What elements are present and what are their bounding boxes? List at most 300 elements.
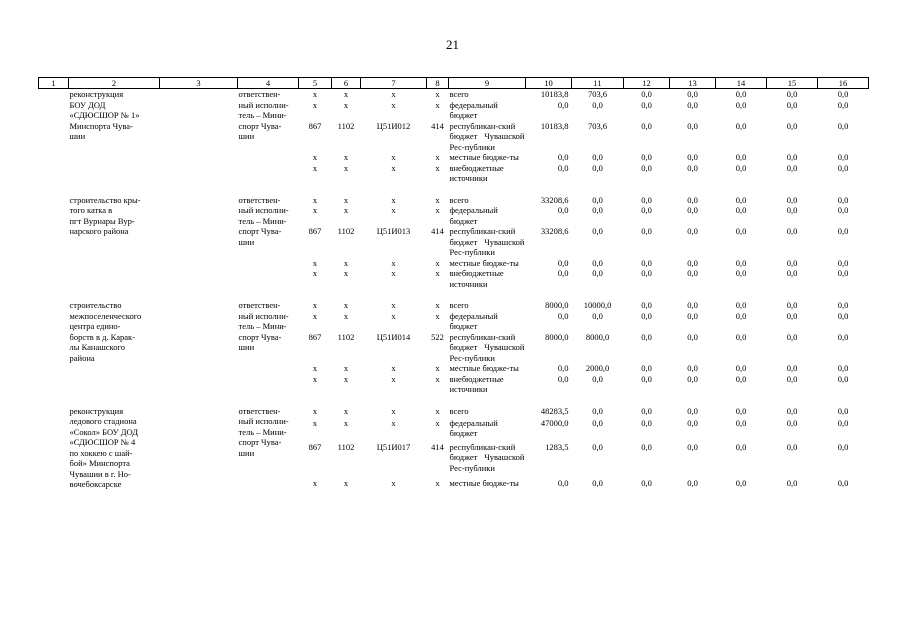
amount-value: 0,0: [735, 417, 747, 428]
object-name-line: «СДЮСШОР № 1»: [69, 110, 140, 120]
object-name-line: межпоселенческого: [69, 310, 142, 321]
expense-type-code: x: [435, 194, 440, 205]
spacer-cell: [427, 395, 449, 406]
amount-value: 0,0: [735, 331, 747, 342]
amount-value: 0,0: [641, 477, 652, 488]
executor-line: ответствен-: [238, 405, 281, 416]
amount-value: 0,0: [687, 417, 698, 428]
target-code: x: [391, 162, 396, 173]
object-name-line: района: [69, 352, 95, 363]
column-header: 12: [624, 78, 670, 89]
expense-type-code: x: [435, 373, 440, 384]
amount-value: 0,0: [735, 205, 747, 215]
spacer-cell: [238, 289, 299, 300]
spacer-row: [39, 395, 869, 406]
spacer-cell: [670, 289, 716, 300]
target-code: Ц51И017: [376, 441, 411, 452]
section-code: 1102: [337, 226, 355, 236]
target-code: x: [391, 300, 396, 310]
amount-value: 0,0: [735, 89, 747, 99]
section-code: x: [343, 310, 349, 321]
object-name: [69, 300, 160, 395]
spacer-cell: [299, 395, 332, 406]
amount-value: 10183,8: [540, 89, 569, 99]
amount-value: 33208,6: [540, 226, 569, 236]
spacer-cell: [624, 289, 670, 300]
spacer-cell: [69, 184, 160, 195]
amount-value: 0,0: [557, 268, 569, 278]
grbs-code: 867: [308, 331, 322, 342]
column-header: 16: [818, 78, 869, 89]
amount-value: 0,0: [641, 99, 652, 110]
column-header: 11: [572, 78, 624, 89]
grbs-code: x: [312, 310, 318, 321]
amount-value: 8000,0: [585, 331, 610, 342]
amount-value: 0,0: [786, 331, 798, 342]
amount-value: 0,0: [735, 194, 747, 205]
executor-line: спорт Чува-: [238, 437, 282, 447]
table-row: [39, 300, 869, 311]
amount-value: 0,0: [592, 99, 603, 110]
expense-type-code: 522: [431, 331, 444, 342]
object-name-line: реконструкция: [69, 405, 124, 416]
funding-source: внебюджетные источники: [449, 373, 504, 394]
spacer-cell: [716, 184, 767, 195]
amount-value: 0,0: [557, 363, 569, 373]
amount-value: 0,0: [735, 405, 747, 416]
executor-line: ный исполни-: [238, 99, 289, 110]
amount-value: 0,0: [592, 257, 603, 268]
amount-value: 0,0: [837, 120, 849, 131]
spacer-cell: [767, 289, 818, 300]
amount-value: 0,0: [557, 205, 569, 215]
amount-value: 0,0: [735, 99, 747, 110]
amount-value: 0,0: [786, 441, 798, 452]
amount-value: 0,0: [557, 477, 569, 488]
amount-value: 0,0: [687, 205, 698, 215]
grbs-code: 867: [308, 226, 322, 236]
expense-type-code: x: [435, 363, 440, 373]
grbs-code: x: [312, 194, 318, 205]
amount-value: 0,0: [786, 363, 798, 373]
grbs-code: x: [312, 363, 318, 373]
column-header: 14: [716, 78, 767, 89]
table-row: [39, 89, 869, 100]
amount-value: 0,0: [557, 152, 569, 162]
object-name-line: Чувашии в г. Но-: [69, 468, 131, 479]
section-code: x: [343, 300, 349, 310]
spacer-cell: [449, 289, 526, 300]
expense-type-code: x: [435, 257, 440, 268]
executor-line: тель – Мини-: [238, 110, 287, 120]
section-code: x: [343, 363, 349, 373]
amount-value: 0,0: [687, 331, 698, 342]
target-code: x: [391, 257, 396, 268]
executor-line: тель – Мини-: [238, 215, 287, 226]
amount-value: 0,0: [735, 162, 747, 173]
section-code: x: [343, 99, 349, 110]
section-code: x: [343, 405, 349, 416]
amount-value: 10183,8: [540, 120, 569, 131]
funding-source: республикан-ский бюджет Чувашской Рес-публики: [449, 226, 525, 257]
amount-value: 0,0: [837, 152, 849, 162]
amount-value: 0,0: [786, 89, 798, 99]
amount-value: 0,0: [786, 310, 798, 321]
spacer-cell: [716, 395, 767, 406]
section-code: x: [343, 477, 349, 488]
amount-value: 0,0: [735, 268, 747, 278]
grbs-code: x: [312, 268, 318, 278]
spacer-cell: [238, 395, 299, 406]
amount-value: 0,0: [641, 205, 652, 215]
expense-type-code: 414: [431, 441, 444, 452]
target-code: x: [391, 194, 396, 205]
object-name-line: центра едино-: [69, 321, 121, 331]
spacer-cell: [160, 395, 238, 406]
spacer-cell: [624, 184, 670, 195]
spacer-cell: [526, 289, 572, 300]
expense-type-code: x: [435, 477, 440, 488]
target-code: x: [391, 477, 396, 488]
spacer-cell: [238, 184, 299, 195]
amount-value: 0,0: [837, 363, 849, 373]
expense-type-code: 414: [431, 226, 444, 236]
amount-value: 47000,0: [540, 417, 569, 428]
amount-value: 0,0: [837, 257, 849, 268]
amount-value: 703,6: [587, 120, 608, 131]
amount-value: 0,0: [687, 152, 698, 162]
spacer-cell: [427, 289, 449, 300]
amount-value: 0,0: [641, 152, 652, 162]
executor-line: шии: [238, 447, 255, 458]
spacer-cell: [670, 184, 716, 195]
amount-value: 0,0: [641, 162, 652, 173]
amount-value: 0,0: [786, 405, 798, 416]
executor-line: шии: [238, 131, 255, 141]
amount-value: 0,0: [786, 477, 798, 488]
object-name: [69, 406, 160, 490]
executor-line: ответствен-: [238, 300, 281, 310]
column-header: 5: [299, 78, 332, 89]
amount-value: 0,0: [786, 300, 798, 310]
executor-line: спорт Чува-: [238, 120, 282, 131]
column-number-row: [39, 78, 869, 89]
amount-value: 0,0: [837, 300, 849, 310]
column-header: 13: [670, 78, 716, 89]
section-code: 1102: [337, 120, 355, 131]
spacer-cell: [624, 395, 670, 406]
amount-value: 0,0: [641, 226, 652, 236]
object-name-line: реконструкция: [69, 89, 124, 99]
funding-source: федеральный бюджет: [449, 417, 498, 438]
amount-value: 0,0: [687, 441, 698, 452]
expense-type-code: x: [435, 417, 440, 428]
page-number: 21: [446, 37, 459, 52]
funding-source: всего: [449, 194, 469, 205]
target-code: x: [391, 89, 396, 99]
expense-type-code: x: [435, 89, 440, 99]
amount-value: 0,0: [735, 152, 747, 162]
amount-value: 0,0: [592, 268, 603, 278]
section-code: x: [343, 194, 349, 205]
executor-line: спорт Чува-: [238, 226, 282, 236]
target-code: x: [391, 268, 396, 278]
spacer-row: [39, 184, 869, 195]
spacer-cell: [332, 184, 361, 195]
column-header: 7: [361, 78, 427, 89]
amount-value: 0,0: [786, 226, 798, 236]
column-header: 4: [238, 78, 299, 89]
table-row: [39, 195, 869, 206]
spacer-row: [39, 289, 869, 300]
amount-value: 0,0: [837, 405, 849, 416]
grbs-code: x: [312, 300, 318, 310]
amount-value: 0,0: [641, 257, 652, 268]
amount-value: 0,0: [837, 226, 849, 236]
object-name-line: по хоккею с шай-: [69, 447, 133, 458]
amount-value: 0,0: [687, 120, 698, 131]
grbs-code: x: [312, 417, 318, 428]
target-code: x: [391, 205, 396, 215]
object-name-line: «Сокол» БОУ ДОД: [69, 426, 139, 437]
amount-value: 0,0: [837, 89, 849, 99]
funding-source: местные бюдже-ты: [449, 477, 519, 488]
amount-value: 0,0: [592, 405, 603, 416]
funding-source: всего: [449, 89, 469, 99]
amount-value: 0,0: [641, 331, 652, 342]
col3-cell: [160, 195, 238, 290]
spacer-cell: [39, 289, 69, 300]
amount-value: 0,0: [687, 226, 698, 236]
amount-value: 0,0: [592, 373, 603, 384]
amount-value: 0,0: [592, 194, 603, 205]
amount-value: 0,0: [735, 363, 747, 373]
amount-value: 0,0: [786, 194, 798, 205]
column-header: 10: [526, 78, 572, 89]
amount-value: 0,0: [557, 162, 569, 173]
executor: [238, 89, 299, 184]
amount-value: 0,0: [687, 310, 698, 321]
amount-value: 0,0: [641, 300, 652, 310]
executor-line: ответствен-: [238, 194, 281, 205]
amount-value: 10000,0: [583, 300, 612, 310]
amount-value: 0,0: [687, 363, 698, 373]
spacer-cell: [572, 184, 624, 195]
executor-line: тель – Мини-: [238, 426, 287, 437]
section-code: x: [343, 89, 349, 99]
funding-source: республикан-ский бюджет Чувашской Рес-публики: [449, 120, 525, 152]
amount-value: 0,0: [641, 268, 652, 278]
spacer-cell: [160, 184, 238, 195]
amount-value: 0,0: [641, 310, 652, 321]
amount-value: 0,0: [786, 162, 798, 173]
amount-value: 0,0: [592, 417, 603, 428]
column-header: 2: [69, 78, 160, 89]
funding-source: местные бюдже-ты: [449, 257, 519, 268]
grbs-code: 867: [308, 441, 322, 452]
executor-line: ответствен-: [238, 89, 281, 99]
table-row: [39, 406, 869, 418]
col1-cell: [39, 89, 69, 184]
object-name-line: вочебоксарске: [69, 479, 122, 489]
amount-value: 0,0: [837, 205, 849, 215]
budget-table: [38, 77, 869, 490]
amount-value: 0,0: [786, 268, 798, 278]
executor-line: шии: [238, 342, 255, 352]
amount-value: 0,0: [687, 268, 698, 278]
amount-value: 0,0: [837, 194, 849, 205]
section-code: x: [343, 205, 349, 215]
object-name-line: борств в д. Карак-: [69, 331, 135, 342]
spacer-cell: [449, 395, 526, 406]
spacer-cell: [818, 289, 869, 300]
section-code: x: [343, 373, 349, 384]
amount-value: 0,0: [592, 310, 603, 321]
spacer-cell: [332, 395, 361, 406]
grbs-code: x: [312, 373, 318, 384]
spacer-cell: [818, 395, 869, 406]
amount-value: 0,0: [687, 300, 698, 310]
amount-value: 0,0: [641, 405, 652, 416]
amount-value: 0,0: [837, 331, 849, 342]
executor-line: спорт Чува-: [238, 331, 282, 342]
amount-value: 0,0: [557, 257, 569, 268]
funding-source: всего: [449, 405, 469, 416]
object-name-line: «СДЮСШОР № 4: [69, 437, 136, 447]
expense-type-code: x: [435, 405, 440, 416]
funding-source: всего: [449, 300, 469, 310]
section-code: 1102: [337, 441, 355, 452]
column-header: 6: [332, 78, 361, 89]
funding-source: республикан-ский бюджет Чувашской Рес-публики: [449, 441, 525, 473]
spacer-cell: [160, 289, 238, 300]
col3-cell: [160, 89, 238, 184]
funding-source: федеральный бюджет: [449, 205, 498, 226]
target-code: Ц51И013: [376, 226, 411, 236]
amount-value: 0,0: [735, 310, 747, 321]
col1-cell: [39, 406, 69, 490]
funding-source: федеральный бюджет: [449, 310, 498, 331]
amount-value: 0,0: [687, 89, 698, 99]
amount-value: 0,0: [786, 205, 798, 215]
amount-value: 0,0: [592, 477, 603, 488]
amount-value: 0,0: [641, 120, 652, 131]
target-code: x: [391, 417, 396, 428]
amount-value: 0,0: [592, 152, 603, 162]
expense-type-code: x: [435, 99, 440, 110]
object-name-line: Минспорта Чува-: [69, 120, 133, 131]
amount-value: 0,0: [687, 99, 698, 110]
object-name-line: строительство кры-: [69, 194, 141, 205]
spacer-cell: [449, 184, 526, 195]
spacer-cell: [361, 289, 427, 300]
amount-value: 0,0: [837, 373, 849, 384]
spacer-cell: [69, 289, 160, 300]
amount-value: 0,0: [687, 477, 698, 488]
target-code: Ц51И014: [376, 331, 411, 342]
amount-value: 0,0: [687, 162, 698, 173]
funding-source: местные бюдже-ты: [449, 363, 519, 373]
column-header: 1: [39, 78, 69, 89]
object-name-line: лы Канашского: [69, 342, 126, 352]
funding-source: федеральный бюджет: [449, 99, 498, 120]
amount-value: 0,0: [687, 373, 698, 384]
amount-value: 48283,5: [540, 405, 569, 416]
object-name-line: шии: [69, 131, 86, 141]
expense-type-code: x: [435, 162, 440, 173]
amount-value: 0,0: [786, 120, 798, 131]
executor-line: тель – Мини-: [238, 321, 287, 331]
amount-value: 703,6: [587, 89, 608, 99]
object-name: [69, 195, 160, 290]
amount-value: 0,0: [557, 310, 569, 321]
amount-value: 0,0: [786, 417, 798, 428]
spacer-cell: [526, 395, 572, 406]
target-code: x: [391, 373, 396, 384]
amount-value: 0,0: [837, 268, 849, 278]
amount-value: 0,0: [641, 89, 652, 99]
executor: [238, 195, 299, 290]
amount-value: 0,0: [837, 417, 849, 428]
spacer-cell: [767, 395, 818, 406]
executor-line: шии: [238, 236, 255, 247]
spacer-cell: [818, 184, 869, 195]
amount-value: 0,0: [557, 373, 569, 384]
column-header: 3: [160, 78, 238, 89]
executor-line: ный исполни-: [238, 416, 289, 426]
spacer-cell: [670, 395, 716, 406]
amount-value: 0,0: [735, 120, 747, 131]
spacer-cell: [526, 184, 572, 195]
spacer-cell: [299, 289, 332, 300]
target-code: x: [391, 405, 396, 416]
col3-cell: [160, 300, 238, 395]
target-code: x: [391, 99, 396, 110]
grbs-code: 867: [308, 120, 322, 131]
column-header: 8: [427, 78, 449, 89]
grbs-code: x: [312, 89, 318, 99]
amount-value: 0,0: [557, 99, 569, 110]
executor: [238, 406, 299, 490]
amount-value: 0,0: [592, 226, 603, 236]
object-name-line: строительство: [69, 300, 122, 310]
amount-value: 0,0: [687, 405, 698, 416]
object-name-line: того катка в: [69, 205, 113, 215]
section-code: x: [343, 257, 349, 268]
amount-value: 0,0: [641, 363, 652, 373]
expense-type-code: x: [435, 268, 440, 278]
object-name-line: пгт Вурнары Вур-: [69, 215, 135, 226]
grbs-code: x: [312, 152, 318, 162]
section-code: 1102: [337, 331, 355, 342]
object-name-line: БОУ ДОД: [69, 99, 106, 110]
amount-value: 0,0: [837, 310, 849, 321]
amount-value: 1283,5: [545, 441, 569, 452]
object-name-line: ледового стадиона: [69, 416, 137, 426]
spacer-cell: [39, 184, 69, 195]
funding-source: местные бюдже-ты: [449, 152, 519, 162]
col3-cell: [160, 406, 238, 490]
amount-value: 0,0: [641, 373, 652, 384]
grbs-code: x: [312, 477, 318, 488]
amount-value: 0,0: [837, 477, 849, 488]
target-code: x: [391, 363, 396, 373]
amount-value: 8000,0: [545, 300, 569, 310]
amount-value: 0,0: [735, 257, 747, 268]
spacer-cell: [332, 289, 361, 300]
funding-source: республикан-ский бюджет Чувашской Рес-публики: [449, 331, 525, 363]
grbs-code: x: [312, 99, 318, 110]
